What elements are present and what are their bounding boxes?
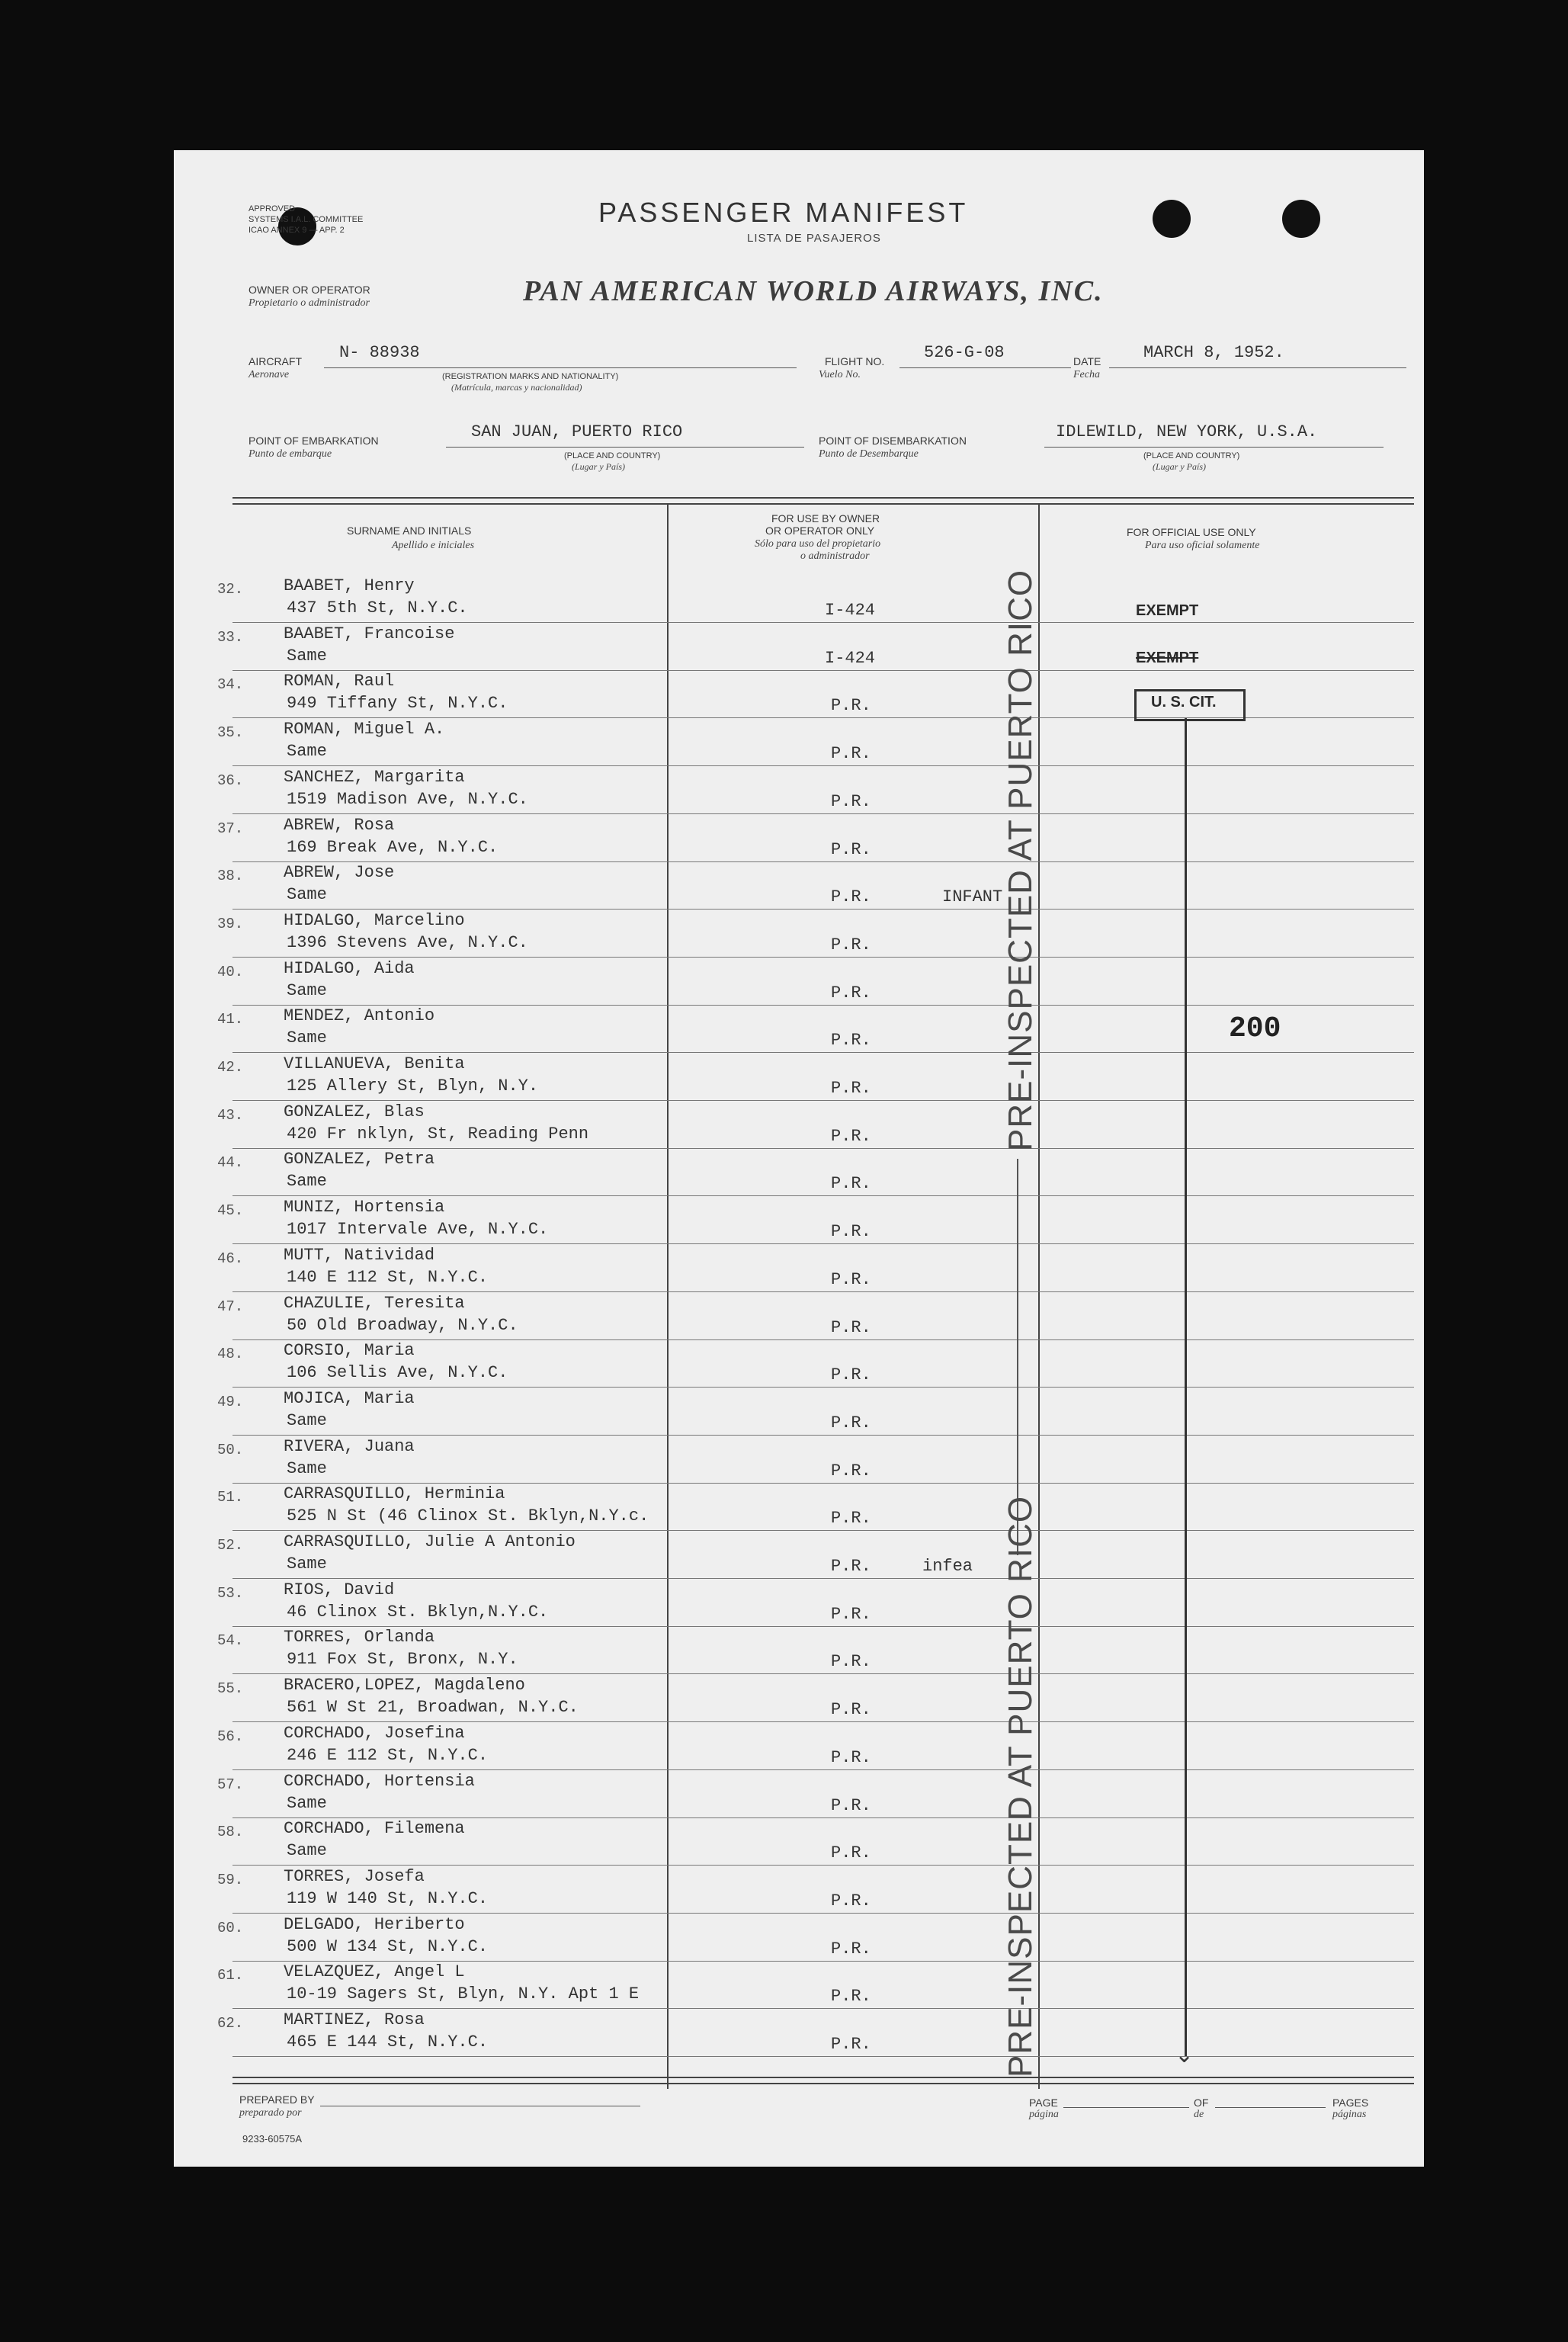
flight-label: FLIGHT NO. <box>825 355 885 367</box>
pages-label: PAGES <box>1332 2097 1369 2109</box>
owner-use-value: P.R. <box>831 1939 871 1959</box>
page-subtitle: LISTA DE PASAJEROS <box>747 232 881 245</box>
row-divider <box>232 1721 1414 1722</box>
row-number: 32. <box>217 581 244 598</box>
passenger-address: Same <box>287 1841 327 1861</box>
passenger-address: 106 Sellis Ave, N.Y.C. <box>287 1363 508 1383</box>
of-label-es: de <box>1194 2109 1204 2120</box>
flight-label-es: Vuelo No. <box>819 369 861 380</box>
disembark-value: IDLEWILD, NEW YORK, U.S.A. <box>1056 422 1318 441</box>
passenger-address: 10-19 Sagers St, Blyn, N.Y. Apt 1 E <box>287 1984 640 2004</box>
owner-use-value: P.R. <box>831 983 871 1003</box>
passenger-name: MOJICA, Maria <box>284 1388 415 1408</box>
passenger-address: 246 E 112 St, N.Y.C. <box>287 1745 489 1765</box>
passenger-name: DELGADO, Heriberto <box>284 1914 465 1934</box>
passenger-name: CARRASQUILLO, Herminia <box>284 1484 505 1504</box>
official-exempt-mark: EXEMPT <box>1136 650 1199 666</box>
row-number: 52. <box>217 1537 244 1554</box>
owner-use-value: P.R. <box>831 1604 871 1624</box>
passenger-name: BAABET, Henry <box>284 576 415 595</box>
passenger-address: 949 Tiffany St, N.Y.C. <box>287 694 508 714</box>
owner-use-value: P.R. <box>831 1652 871 1672</box>
passenger-address: 525 N St (46 Clinox St. Bklyn,N.Y.c. <box>287 1506 649 1526</box>
owner-use-value: P.R. <box>831 1031 871 1051</box>
airline-name: PAN AMERICAN WORLD AIRWAYS, INC. <box>523 275 1104 307</box>
approval-line: SYSTEMS I.A.L. COMMITTEE <box>249 215 364 224</box>
row-number: 57. <box>217 1776 244 1793</box>
passenger-name: SANCHEZ, Margarita <box>284 767 465 787</box>
row-number: 40. <box>217 963 244 980</box>
owner-use-value: P.R. <box>831 1317 871 1337</box>
date-label-es: Fecha <box>1073 369 1100 380</box>
owner-use-value: P.R. <box>831 1795 871 1815</box>
bracket-line <box>1185 718 1187 2056</box>
row-number: 44. <box>217 1154 244 1172</box>
page-label-es: página <box>1029 2109 1059 2120</box>
row-number: 49. <box>217 1393 244 1410</box>
row-divider <box>232 1483 1414 1484</box>
aircraft-label-es: Aeronave <box>249 369 290 380</box>
row-number: 38. <box>217 868 244 885</box>
embark-note-es: (Lugar y País) <box>572 461 625 472</box>
owner-use-value: P.R. <box>831 1365 871 1385</box>
passenger-name: CORCHADO, Josefina <box>284 1723 465 1743</box>
row-divider <box>232 861 1414 862</box>
row-divider <box>232 1865 1414 1866</box>
passenger-name: ABREW, Rosa <box>284 815 395 835</box>
owner-use-note: INFANT <box>942 887 1003 907</box>
pre-inspected-stamp: PRE-INSPECTED AT PUERTO RICO <box>1002 569 1039 1151</box>
prepared-label: PREPARED BY <box>239 2093 315 2106</box>
column-header-name: SURNAME AND INITIALS <box>347 525 472 537</box>
disembark-label-es: Punto de Desembarque <box>819 448 919 460</box>
row-divider <box>232 1005 1414 1006</box>
row-divider <box>232 1148 1414 1149</box>
pages-label-es: páginas <box>1332 2109 1367 2120</box>
us-citizen-stamp-text: U. S. CIT. <box>1151 694 1217 711</box>
owner-use-value: P.R. <box>831 1891 871 1910</box>
disembark-note-es: (Lugar y País) <box>1153 461 1206 472</box>
registration-note-es: (Matrícula, marcas y nacionalidad) <box>451 382 582 393</box>
approval-line: APPROVED <box>249 204 296 213</box>
row-number: 46. <box>217 1250 244 1267</box>
owner-use-value: P.R. <box>831 1987 871 2007</box>
row-divider <box>232 1530 1414 1531</box>
passenger-address: 125 Allery St, Blyn, N.Y. <box>287 1076 539 1096</box>
owner-use-value: P.R. <box>831 1413 871 1432</box>
row-divider <box>232 1291 1414 1292</box>
flight-number: 526-G-08 <box>924 343 1005 362</box>
row-number: 41. <box>217 1011 244 1028</box>
column-header-official-es: Para uso oficial solamente <box>1145 540 1260 551</box>
owner-label-es: Propietario o administrador <box>249 297 370 309</box>
passenger-address: Same <box>287 1458 327 1478</box>
owner-use-value: P.R. <box>831 1222 871 1242</box>
pre-inspected-stamp: PRE-INSPECTED AT PUERTO RICO <box>1002 1495 1039 2077</box>
row-number: 39. <box>217 915 244 932</box>
row-number: 51. <box>217 1489 244 1506</box>
aircraft-value: N- 88938 <box>339 343 420 362</box>
row-divider <box>232 1339 1414 1340</box>
passenger-name: VILLANUEVA, Benita <box>284 1054 465 1073</box>
owner-use-value: P.R. <box>831 935 871 954</box>
passenger-address: 1396 Stevens Ave, N.Y.C. <box>287 932 528 952</box>
owner-use-value: P.R. <box>831 1174 871 1194</box>
form-number: 9233-60575A <box>242 2133 303 2145</box>
row-divider <box>232 1673 1414 1674</box>
row-divider <box>232 1913 1414 1914</box>
owner-use-value: P.R. <box>831 1747 871 1767</box>
owner-use-value: I-424 <box>825 648 876 668</box>
owner-use-value: P.R. <box>831 1700 871 1720</box>
passenger-name: GONZALEZ, Blas <box>284 1102 425 1121</box>
disembark-note: (PLACE AND COUNTRY) <box>1143 451 1240 460</box>
embark-label: POINT OF EMBARKATION <box>249 435 379 447</box>
row-number: 36. <box>217 772 244 789</box>
passenger-name: MARTINEZ, Rosa <box>284 2010 425 2029</box>
row-divider <box>232 2008 1414 2009</box>
owner-use-value: P.R. <box>831 2035 871 2054</box>
row-divider <box>232 1195 1414 1196</box>
page-title: PASSENGER MANIFEST <box>598 197 969 228</box>
row-number: 54. <box>217 1632 244 1650</box>
row-number: 48. <box>217 1346 244 1363</box>
row-number: 42. <box>217 1059 244 1076</box>
owner-use-value: P.R. <box>831 839 871 859</box>
passenger-name: HIDALGO, Marcelino <box>284 910 465 930</box>
flight-date: MARCH 8, 1952. <box>1143 343 1284 362</box>
row-divider <box>232 1387 1414 1388</box>
row-number: 59. <box>217 1871 244 1888</box>
passenger-address: 1017 Intervale Ave, N.Y.C. <box>287 1220 549 1240</box>
row-number: 55. <box>217 1680 244 1698</box>
row-divider <box>232 1626 1414 1627</box>
owner-use-note: infea <box>922 1557 973 1576</box>
passenger-address: 119 W 140 St, N.Y.C. <box>287 1888 489 1908</box>
row-number: 53. <box>217 1584 244 1602</box>
row-divider <box>232 909 1414 910</box>
prepared-label-es: preparado por <box>239 2107 302 2119</box>
disembark-label: POINT OF DISEMBARKATION <box>819 435 967 447</box>
of-label: OF <box>1194 2097 1209 2109</box>
passenger-name: CORCHADO, Filemena <box>284 1819 465 1839</box>
column-header-owner-es: o administrador <box>800 550 870 562</box>
passenger-address: 50 Old Broadway, N.Y.C. <box>287 1315 518 1335</box>
passenger-address: 140 E 112 St, N.Y.C. <box>287 1267 489 1287</box>
column-header-name-es: Apellido e iniciales <box>392 540 475 551</box>
row-number: 33. <box>217 628 244 646</box>
punch-hole <box>1282 200 1320 238</box>
approval-line: ICAO ANNEX 9 — APP. 2 <box>249 226 345 235</box>
owner-use-value: P.R. <box>831 1269 871 1289</box>
passenger-name: CORCHADO, Hortensia <box>284 1771 475 1791</box>
row-number: 43. <box>217 1106 244 1124</box>
passenger-address: Same <box>287 980 327 1000</box>
column-header-owner: FOR USE BY OWNER <box>771 512 880 525</box>
passenger-name: RIVERA, Juana <box>284 1436 415 1456</box>
row-number: 45. <box>217 1202 244 1220</box>
passenger-name: MUTT, Natividad <box>284 1245 435 1265</box>
owner-label: OWNER OR OPERATOR <box>249 284 370 296</box>
row-number: 35. <box>217 724 244 742</box>
row-divider <box>232 670 1414 671</box>
owner-use-value: P.R. <box>831 1079 871 1098</box>
passenger-name: VELAZQUEZ, Angel L <box>284 1962 465 1982</box>
row-divider <box>232 1769 1414 1770</box>
passenger-address: Same <box>287 1793 327 1813</box>
row-number: 58. <box>217 1824 244 1841</box>
aircraft-label: AIRCRAFT <box>249 355 302 367</box>
row-number: 50. <box>217 1441 244 1458</box>
row-number: 37. <box>217 820 244 837</box>
passenger-address: 465 E 144 St, N.Y.C. <box>287 2032 489 2052</box>
passenger-address: 911 Fox St, Bronx, N.Y. <box>287 1650 518 1670</box>
row-number: 61. <box>217 1967 244 1984</box>
passenger-name: TORRES, Josefa <box>284 1866 425 1886</box>
passenger-name: CARRASQUILLO, Julie A Antonio <box>284 1532 576 1551</box>
row-divider <box>232 1578 1414 1579</box>
row-divider <box>232 1243 1414 1244</box>
owner-use-value: P.R. <box>831 1461 871 1481</box>
owner-use-value: P.R. <box>831 1843 871 1863</box>
passenger-name: RIOS, David <box>284 1580 395 1599</box>
registration-note: (REGISTRATION MARKS AND NATIONALITY) <box>442 372 619 381</box>
column-header-official: FOR OFFICIAL USE ONLY <box>1127 526 1256 538</box>
passenger-address: 437 5th St, N.Y.C. <box>287 598 468 618</box>
row-divider <box>232 1435 1414 1436</box>
row-divider <box>232 1961 1414 1962</box>
passenger-address: 500 W 134 St, N.Y.C. <box>287 1936 489 1956</box>
row-divider <box>232 2056 1414 2057</box>
official-exempt-mark: EXEMPT <box>1136 602 1199 619</box>
row-divider <box>232 1052 1414 1053</box>
row-number: 47. <box>217 1298 244 1315</box>
column-header-owner-es: Sólo para uso del propietario <box>755 538 881 550</box>
owner-use-value: P.R. <box>831 744 871 764</box>
passenger-address: Same <box>287 646 327 666</box>
row-divider <box>232 957 1414 958</box>
passenger-name: ROMAN, Miguel A. <box>284 720 445 739</box>
owner-use-value: P.R. <box>831 887 871 907</box>
passenger-name: CHAZULIE, Teresita <box>284 1293 465 1313</box>
owner-use-value: P.R. <box>831 1509 871 1529</box>
passenger-address: Same <box>287 1172 327 1192</box>
owner-use-value: I-424 <box>825 601 876 620</box>
passenger-name: HIDALGO, Aida <box>284 958 415 978</box>
passenger-name: ROMAN, Raul <box>284 672 395 691</box>
page-label: PAGE <box>1029 2097 1058 2109</box>
passenger-address: 169 Break Ave, N.Y.C. <box>287 837 499 857</box>
passenger-name: GONZALEZ, Petra <box>284 1150 435 1169</box>
row-number: 56. <box>217 1728 244 1745</box>
row-divider <box>232 622 1414 623</box>
embark-note: (PLACE AND COUNTRY) <box>564 451 661 460</box>
embark-label-es: Punto de embarque <box>249 448 332 460</box>
row-divider <box>232 1100 1414 1101</box>
owner-use-value: P.R. <box>831 791 871 811</box>
owner-use-value: P.R. <box>831 1557 871 1576</box>
passenger-name: BRACERO,LOPEZ, Magdaleno <box>284 1676 525 1696</box>
embark-value: SAN JUAN, PUERTO RICO <box>471 422 683 441</box>
row-number: 62. <box>217 2015 244 2032</box>
passenger-name: BAABET, Francoise <box>284 624 455 643</box>
passenger-address: Same <box>287 885 327 905</box>
owner-use-value: P.R. <box>831 1126 871 1146</box>
row-divider <box>232 813 1414 814</box>
column-divider <box>667 505 669 2089</box>
column-header-owner: OR OPERATOR ONLY <box>765 525 875 537</box>
row-number: 60. <box>217 1919 244 1936</box>
passenger-address: 420 Fr nklyn, St, Reading Penn <box>287 1124 589 1144</box>
passenger-address: 46 Clinox St. Bklyn,N.Y.C. <box>287 1602 549 1622</box>
passenger-address: Same <box>287 742 327 762</box>
passenger-name: CORSIO, Maria <box>284 1341 415 1361</box>
date-label: DATE <box>1073 355 1101 367</box>
passenger-name: ABREW, Jose <box>284 863 395 883</box>
passenger-name: MENDEZ, Antonio <box>284 1006 435 1026</box>
passenger-address: Same <box>287 1028 327 1048</box>
passenger-address: 561 W St 21, Broadwan, N.Y.C. <box>287 1698 579 1718</box>
passenger-address: Same <box>287 1554 327 1574</box>
official-count: 200 <box>1229 1012 1281 1045</box>
row-number: 34. <box>217 676 244 694</box>
punch-hole <box>1153 200 1191 238</box>
owner-use-value: P.R. <box>831 696 871 716</box>
passenger-address: Same <box>287 1410 327 1430</box>
passenger-address: 1519 Madison Ave, N.Y.C. <box>287 789 528 809</box>
row-divider <box>232 765 1414 766</box>
passenger-name: TORRES, Orlanda <box>284 1628 435 1647</box>
passenger-name: MUNIZ, Hortensia <box>284 1198 445 1218</box>
row-divider <box>232 1817 1414 1818</box>
arrow-down-icon: ⌄ <box>1175 2042 1194 2068</box>
